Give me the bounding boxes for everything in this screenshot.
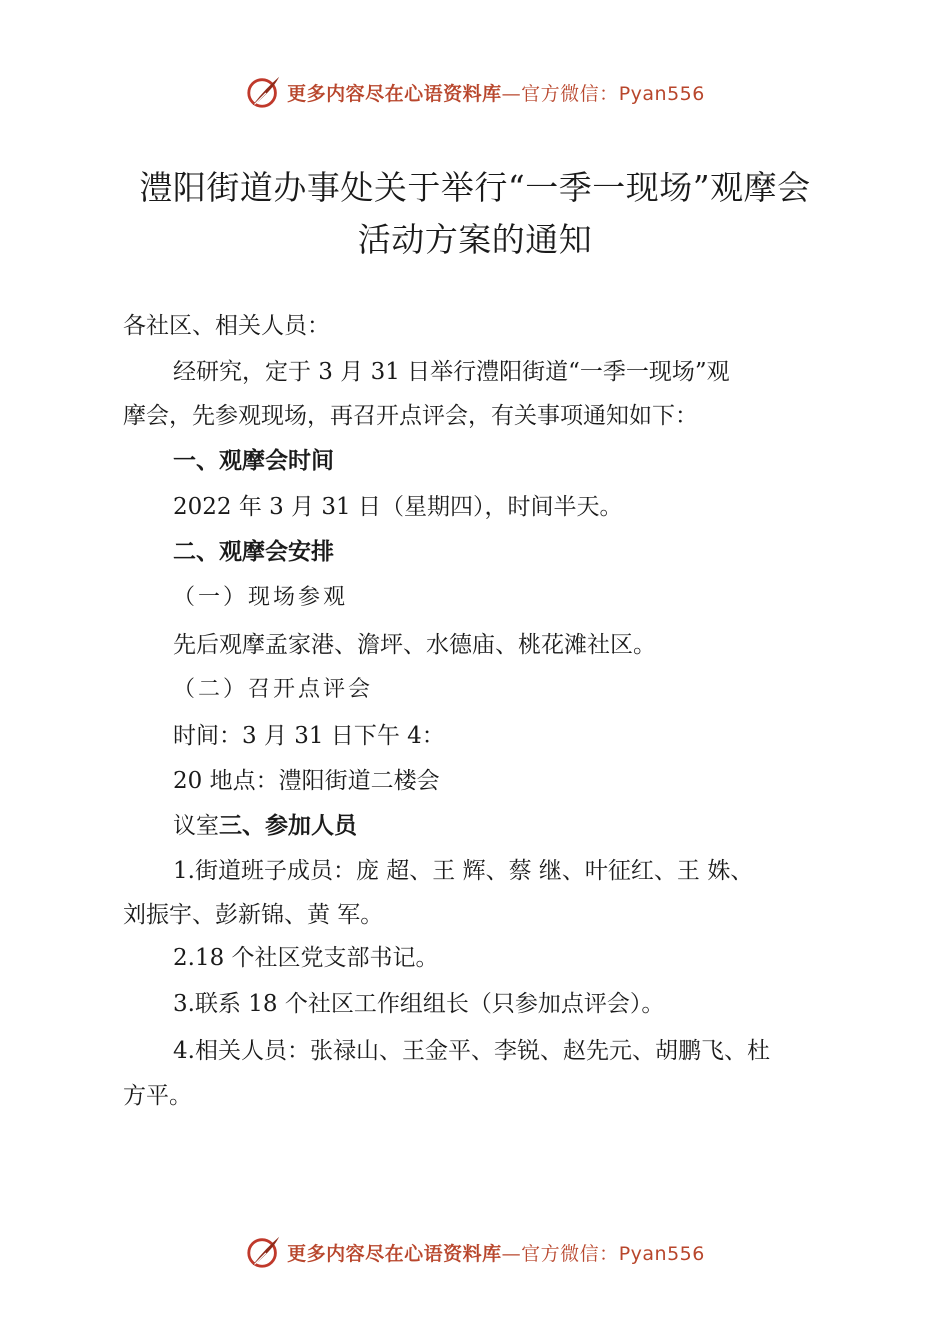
item4-line1: 4.相关人员：张禄山、王金平、李锐、赵先元、胡鹏飞、杜 [173,1038,770,1064]
quill-logo-icon [245,73,283,111]
salutation: 各社区、相关人员： [123,313,330,339]
subsection2-line2: 20 地点：澧阳街道二楼会 [173,768,440,794]
banner-wechat-id: Pyan556 [618,82,705,105]
banner-main-text: 更多内容尽在心语资料库 [287,82,502,105]
intro-line1: 经研究，定于 3 月 31 日举行澧阳街道“一季一现场”观 [173,359,730,385]
subsection2-heading: （二）召开点评会 [173,677,374,702]
banner-wechat-id: Pyan556 [618,1242,705,1265]
banner-rest-text: —官方微信： [501,82,619,105]
section3-heading: 三、参加人员 [219,813,357,839]
room-suffix: 议室 [173,813,219,839]
subsection2-line3 [173,810,357,842]
quill-logo-icon [245,1233,283,1271]
subsection1-heading: （一）现场参观 [173,585,349,610]
subsection2-line1: 时间：3 月 31 日下午 4： [173,723,445,749]
document-title-line2: 活动方案的通知 [357,220,593,259]
item1-line1: 1.街道班子成员：庞 超、王 辉、蔡 继、叶征红、王 姝、 [173,858,754,884]
section1-text: 2022 年 3 月 31 日（星期四），时间半天。 [173,494,623,520]
section2-heading: 二、观摩会安排 [173,539,334,565]
item3: 3.联系 18 个社区工作组组长（只参加点评会）。 [173,991,665,1017]
subsection1-text: 先后观摩孟家港、澹坪、水德庙、桃花滩社区。 [173,632,656,658]
banner-rest-text: —官方微信： [501,1242,619,1265]
document-title-line1: 澧阳街道办事处关于举行“一季一现场”观摩会 [139,168,811,207]
item2: 2.18 个社区党支部书记。 [173,945,439,971]
item4-line2: 方平。 [123,1083,192,1109]
banner-main-text: 更多内容尽在心语资料库 [287,1242,502,1265]
section1-heading: 一、观摩会时间 [173,448,334,474]
intro-line2: 摩会，先参观现场，再召开点评会，有关事项通知如下： [123,403,698,429]
item1-line2: 刘振宇、彭新锦、黄 军。 [123,902,384,928]
header-banner [0,70,950,114]
footer-banner [0,1230,950,1274]
